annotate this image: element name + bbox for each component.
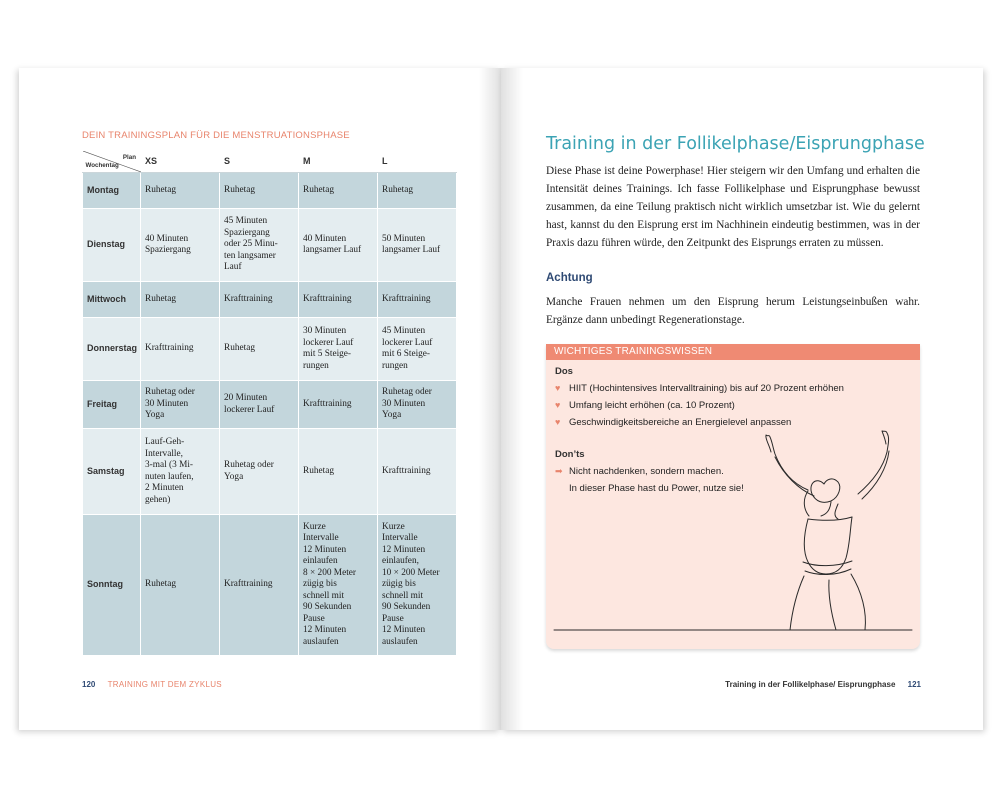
column-header-l: L <box>378 151 457 173</box>
table-cell <box>378 173 457 209</box>
cell-line: einlaufen <box>303 556 338 567</box>
table-cell <box>141 318 220 381</box>
cell-line: 40 Minuten <box>145 233 189 244</box>
cell-line: zügig bis <box>382 579 416 590</box>
table-cell <box>299 318 378 381</box>
cell-line: Intervalle <box>382 533 418 544</box>
heart-icon: ♥ <box>555 400 561 410</box>
cell-line: 30 Minuten <box>145 398 189 409</box>
cell-line: 45 Minuten <box>224 216 268 227</box>
row-day-label: Sonntag <box>83 515 141 656</box>
cell-line: langsamer Lauf <box>303 245 362 255</box>
table-row <box>83 318 457 381</box>
cell-line: zügig bis <box>303 579 337 590</box>
table-row <box>83 515 457 656</box>
table-cell <box>378 318 457 381</box>
cell-line: Krafttraining <box>303 293 352 304</box>
cell-line: Ruhetag <box>224 184 255 195</box>
cell-line: Krafttraining <box>224 293 273 304</box>
cell-line: Krafttraining <box>224 579 273 590</box>
table-cell <box>299 209 378 282</box>
cell-line: 30 Minuten <box>382 398 426 409</box>
table-row <box>83 173 457 209</box>
cell-line: mit 6 Steige- <box>382 349 431 359</box>
corner-day-label: Wochentag <box>85 161 119 169</box>
table-cell <box>220 381 299 429</box>
cell-line: Krafttraining <box>382 465 431 476</box>
cell-line: Spaziergang <box>224 227 270 238</box>
row-day-label: Dienstag <box>83 209 141 282</box>
table-row <box>83 381 457 429</box>
table-cell <box>299 429 378 515</box>
table-cell <box>141 173 220 209</box>
cell-line: gehen) <box>145 494 171 505</box>
table-cell <box>378 209 457 282</box>
page-number-left: 120 <box>82 680 96 689</box>
left-page <box>19 68 501 730</box>
table-cell <box>220 515 299 656</box>
section-title: Training in der Follikelphase/Eisprungphase <box>546 134 925 154</box>
donts-line-1: Nicht nachdenken, sondern machen. <box>569 466 724 477</box>
row-day-label: Mittwoch <box>83 282 141 318</box>
dos-label: Dos <box>555 366 573 377</box>
cell-line: lockerer Lauf <box>382 337 433 348</box>
cell-line: oder 25 Minu- <box>224 239 278 250</box>
cell-line: Ruhetag <box>145 184 176 195</box>
cell-line: auslaufen <box>382 636 418 647</box>
cell-line: Ruhetag oder <box>145 387 195 398</box>
table-cell <box>378 381 457 429</box>
footer-section-right: Training in der Follikelphase/ Eisprungphase <box>725 680 896 689</box>
cell-line: Ruhetag oder <box>382 387 432 398</box>
gutter-shadow-right <box>501 68 523 730</box>
donts-line-2: In dieser Phase hast du Power, nutze sie! <box>569 483 744 494</box>
footer-section-left: TRAINING MIT DEM ZYKLUS <box>107 680 222 689</box>
box-title: WICHTIGES TRAININGSWISSEN <box>546 344 920 360</box>
cell-line: rungen <box>382 360 408 371</box>
table-row <box>83 429 457 515</box>
cell-line: Lauf <box>224 262 242 273</box>
cell-line: 50 Minuten <box>382 233 426 244</box>
cell-line: 40 Minuten <box>303 233 347 244</box>
training-plan-table <box>82 150 457 656</box>
cell-line: Pause <box>303 613 325 624</box>
cell-line: Ruhetag oder <box>224 460 274 470</box>
cell-line: Yoga <box>382 410 402 421</box>
dos-item-text: Umfang leicht erhöhen (ca. 10 Prozent) <box>569 400 735 411</box>
donts-label: Don’ts <box>555 449 585 460</box>
heart-icon: ♥ <box>555 417 561 427</box>
cell-line: ten langsamer <box>224 250 276 261</box>
cell-line: Krafttraining <box>303 398 352 409</box>
cell-line: Ruhetag <box>145 293 176 304</box>
cell-line: Ruhetag <box>382 184 413 195</box>
column-header-xs: XS <box>141 151 220 173</box>
right-page <box>501 68 983 730</box>
table-cell <box>141 282 220 318</box>
cell-line: Spaziergang <box>145 245 191 255</box>
cell-line: 10 × 200 Meter <box>382 567 440 578</box>
table-cell <box>141 515 220 656</box>
cell-line: mit 5 Steige- <box>303 349 352 359</box>
table-cell <box>141 381 220 429</box>
table-row <box>83 209 457 282</box>
cell-line: 90 Sekunden <box>382 602 431 613</box>
page-number-right: 121 <box>907 680 921 689</box>
gutter-shadow-left <box>479 68 501 730</box>
table-cell <box>378 282 457 318</box>
cell-line: Kurze <box>303 521 326 532</box>
cell-line: 20 Minuten <box>224 393 268 403</box>
row-day-label: Samstag <box>83 429 141 515</box>
cheering-woman-illustration <box>546 344 920 649</box>
table-cell <box>141 429 220 515</box>
cell-line: lockerer Lauf <box>224 404 275 415</box>
cell-line: 12 Minuten <box>382 625 426 636</box>
cell-line: auslaufen <box>303 636 339 647</box>
cell-line: 90 Sekunden <box>303 602 352 613</box>
table-cell <box>299 381 378 429</box>
table-cell <box>220 209 299 282</box>
cell-line: schnell mit <box>303 590 345 601</box>
column-header-s: S <box>220 151 299 173</box>
cell-line: Krafttraining <box>382 293 431 304</box>
cell-line: Kurze <box>382 521 405 532</box>
table-body <box>83 173 457 656</box>
achtung-paragraph: Manche Frauen nehmen um den Eisprung herum Leistungseinbußen wahr. Ergänze dann unbedingt Regenerationstage. <box>546 296 920 326</box>
cell-line: 12 Minuten <box>303 625 347 636</box>
cell-line: Ruhetag <box>145 579 176 590</box>
cell-line: 3-mal (3 Mi- <box>145 460 194 470</box>
subheading-achtung: Achtung <box>546 272 593 284</box>
corner-plan-label: Plan <box>122 154 136 161</box>
row-day-label: Freitag <box>83 381 141 429</box>
table-cell <box>220 173 299 209</box>
cell-line: nuten laufen, <box>145 471 194 482</box>
cell-line: 2 Minuten <box>145 483 184 493</box>
table-cell <box>378 429 457 515</box>
page-footer-right <box>725 680 921 689</box>
cell-line: lockerer Lauf <box>303 337 354 348</box>
cell-line: Krafttraining <box>145 343 194 354</box>
arrow-icon: ➡ <box>555 466 563 476</box>
cell-line: langsamer Lauf <box>382 245 441 255</box>
row-day-label: Donnerstag <box>83 318 141 381</box>
column-header-m: M <box>299 151 378 173</box>
table-corner-header <box>83 151 141 173</box>
cell-line: 45 Minuten <box>382 326 426 336</box>
cell-line: 12 Minuten <box>382 544 426 555</box>
table-cell <box>220 429 299 515</box>
table-title: DEIN TRAININGSPLAN FÜR DIE MENSTRUATIONSPHASE <box>82 130 350 141</box>
table-cell <box>299 173 378 209</box>
cell-line: Pause <box>382 613 404 624</box>
dos-item-text: HIIT (Hochintensives Intervalltraining) bis auf 20 Prozent erhöhen <box>569 383 844 394</box>
table-row <box>83 282 457 318</box>
training-knowledge-box <box>546 344 920 649</box>
cell-line: Ruhetag <box>224 343 255 354</box>
cell-line: 30 Minuten <box>303 326 347 336</box>
page-footer-left <box>82 680 222 689</box>
table-cell <box>299 515 378 656</box>
cell-line: 8 × 200 Meter <box>303 567 357 578</box>
cell-line: Yoga <box>145 410 165 421</box>
table-cell <box>378 515 457 656</box>
cell-line: Ruhetag <box>303 184 334 195</box>
intro-paragraph: Diese Phase ist deine Powerphase! Hier steigern wir den Umfang und erhalten die Intensität deines Trainings. Ich fasse Follikelphase und Eisprungphase bewusst zusammen, da eine Teilung praktisch nicht wirklich umsetzbar ist. Wie du gelernt hast, kannst du den Eisprung erst im Nachhinein eindeutig bestimmen, was in der Praxis dazu führen würde, den Zeitpunkt des Eisprungs erraten zu müssen. <box>546 165 920 249</box>
cell-line: Yoga <box>224 471 244 482</box>
table-cell <box>299 282 378 318</box>
table-cell <box>220 282 299 318</box>
cell-line: schnell mit <box>382 590 424 601</box>
cell-line: Lauf-Geh- <box>145 437 185 447</box>
cell-line: Ruhetag <box>303 465 334 476</box>
dos-item-text: Geschwindigkeitsbereiche an Energielevel anpassen <box>569 417 792 428</box>
cell-line: 12 Minuten <box>303 544 347 555</box>
cell-line: einlaufen, <box>382 556 419 567</box>
cell-line: Intervalle <box>303 533 339 544</box>
cell-line: Intervalle, <box>145 448 183 459</box>
table-cell <box>141 209 220 282</box>
row-day-label: Montag <box>83 173 141 209</box>
heart-icon: ♥ <box>555 383 561 393</box>
table-cell <box>220 318 299 381</box>
cell-line: rungen <box>303 360 329 371</box>
